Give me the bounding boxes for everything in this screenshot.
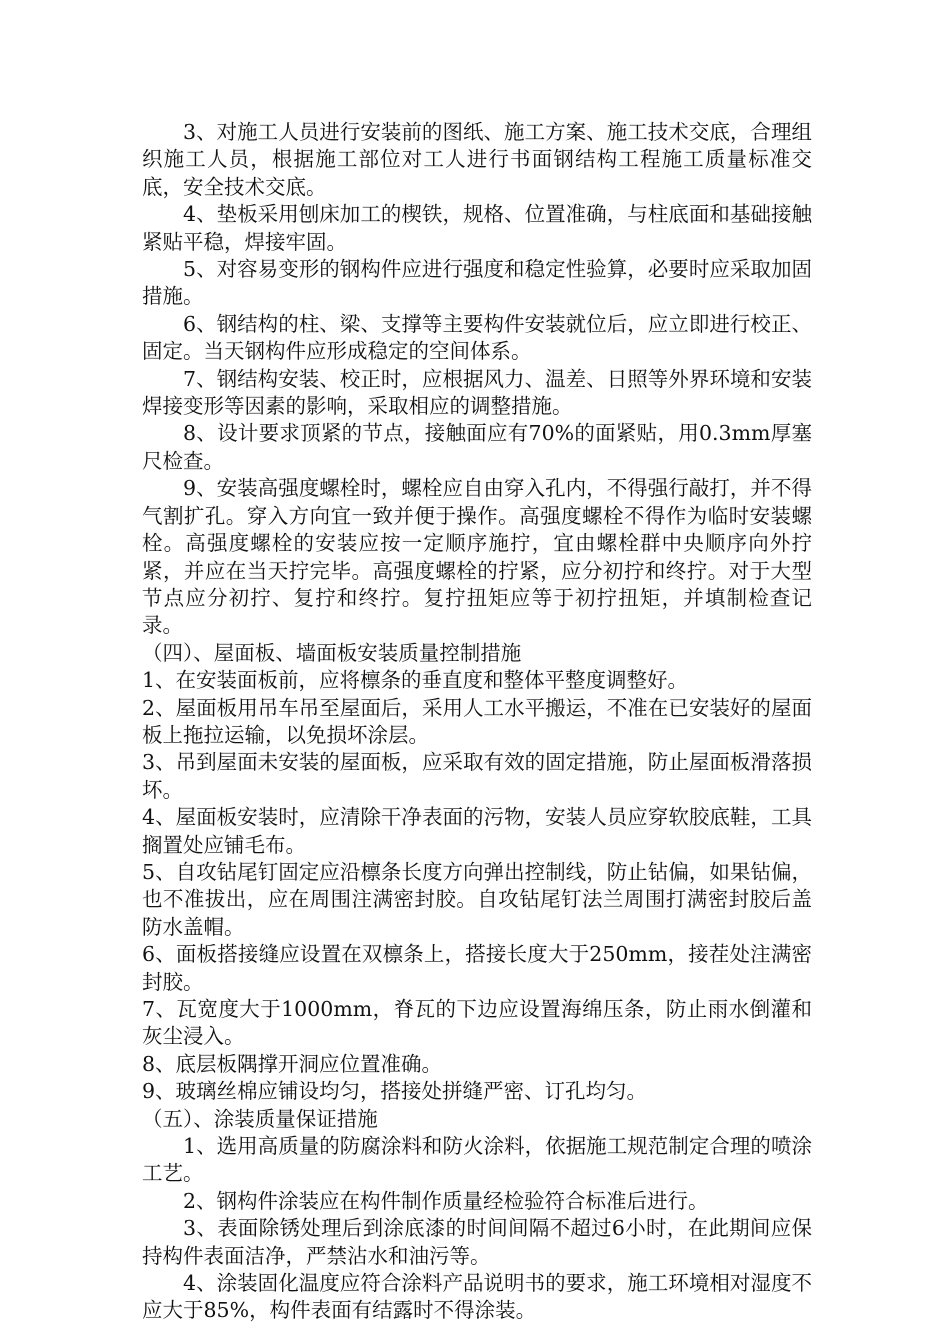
paragraph-install-7: 7、钢结构安装、校正时，应根据风力、温差、日照等外界环境和安装焊接变形等因素的影响，采取相应的调整措施。 (142, 366, 812, 419)
paragraph-install-3: 3、对施工人员进行安装前的图纸、施工方案、施工技术交底，合理组织施工人员，根据施工部位对工人进行书面钢结构工程施工质量标准交底，安全技术交底。 (142, 120, 812, 199)
paragraph-coating-3: 3、表面除锈处理后到涂底漆的时间间隔不超过6小时，在此期间应保持构件表面洁净，严禁沾水和油污等。 (142, 1216, 812, 1268)
list-item-roof-4: 4、屋面板安装时，应清除干净表面的污物，安装人员应穿软胶底鞋，工具搁置处应铺毛布。 (142, 805, 812, 857)
list-item-roof-5: 5、自攻钻尾钉固定应沿檩条长度方向弹出控制线，防止钻偏，如果钻偏，也不准拔出，应在周围注满密封胶。自攻钻尾钉法兰周围打满密封胶后盖防水盖帽。 (142, 859, 812, 939)
list-item-roof-7: 7、瓦宽度大于1000mm，脊瓦的下边应设置海绵压条，防止雨水倒灌和灰尘浸入。 (142, 997, 812, 1049)
paragraph-coating-4: 4、涂装固化温度应符合涂料产品说明书的要求，施工环境相对湿度不应大于85%，构件表面有结露时不得涂装。 (142, 1271, 812, 1323)
section-heading-coating: （五）、涂装质量保证措施 (142, 1106, 378, 1131)
paragraph-install-4: 4、垫板采用刨床加工的楔铁，规格、位置准确，与柱底面和基础接触紧贴平稳，焊接牢固。 (142, 202, 812, 254)
paragraph-coating-2: 2、钢构件涂装应在构件制作质量经检验符合标准后进行。 (183, 1188, 709, 1213)
paragraph-coating-1: 1、选用高质量的防腐涂料和防火涂料，依据施工规范制定合理的喷涂工艺。 (142, 1134, 812, 1186)
paragraph-install-8: 8、设计要求顶紧的节点，接触面应有70%的面紧贴，用0.3mm厚塞尺检查。 (142, 421, 812, 473)
list-item-roof-6: 6、面板搭接缝应设置在双檩条上，搭接长度大于250mm，接茬处注满密封胶。 (142, 942, 812, 994)
paragraph-install-6: 6、钢结构的柱、梁、支撑等主要构件安装就位后，应立即进行校正、固定。当天钢构件应形成稳定的空间体系。 (142, 311, 812, 364)
document-body (142, 119, 812, 1325)
list-item-roof-1: 1、在安装面板前，应将檩条的垂直度和整体平整度调整好。 (142, 668, 689, 693)
paragraph-install-9: 9、安装高强度螺栓时，螺栓应自由穿入孔内，不得强行敲打，并不得气割扩孔。穿入方向宜一致并便于操作。高强度螺栓不得作为临时安装螺栓。高强度螺栓的安装应按一定顺序施拧，宜由螺栓群中央顺序向外拧紧，并应在当天拧完毕。高强度螺栓的拧紧，应分初拧和终拧。对于大型节点应分初拧、复拧和终拧。复拧扭矩应等于初拧扭矩，并填制检查记录。 (142, 476, 812, 638)
list-item-roof-8: 8、底层板隅撑开洞应位置准确。 (142, 1051, 443, 1076)
list-item-roof-9: 9、玻璃丝棉应铺设均匀，搭接处拼缝严密、订孔均匀。 (142, 1079, 648, 1104)
list-item-roof-3: 3、吊到屋面未安装的屋面板，应采取有效的固定措施，防止屋面板滑落损坏。 (142, 750, 812, 802)
section-heading-roof-panels: （四）、屋面板、墙面板安装质量控制措施 (142, 640, 522, 665)
paragraph-install-5: 5、对容易变形的钢构件应进行强度和稳定性验算，必要时应采取加固措施。 (142, 257, 812, 309)
list-item-roof-2: 2、屋面板用吊车吊至屋面后，采用人工水平搬运，不准在已安装好的屋面板上拖拉运输，以免损坏涂层。 (142, 695, 812, 747)
